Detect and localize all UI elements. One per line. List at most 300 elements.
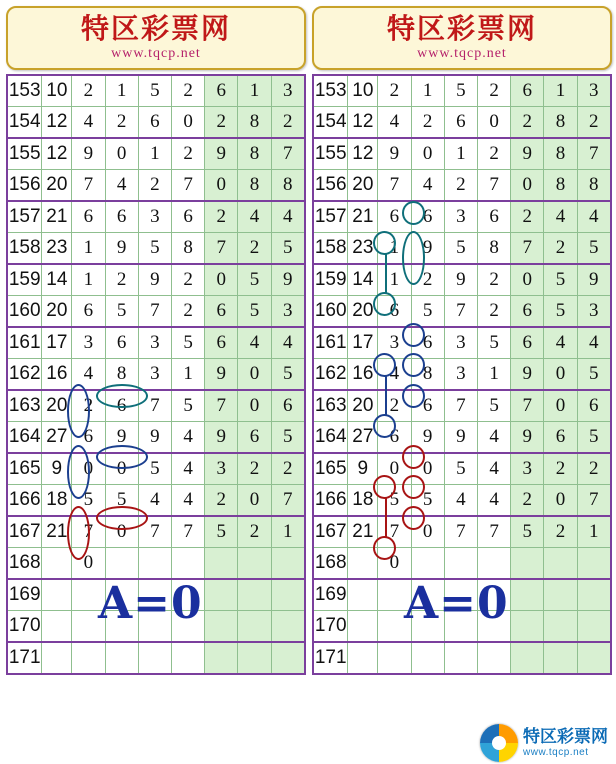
- table-row: [313, 327, 611, 359]
- table-row: [7, 264, 305, 296]
- number-cell: 9: [378, 138, 411, 170]
- number-cell: 3: [577, 75, 611, 107]
- number-cell: [577, 548, 611, 580]
- row-index: 170: [7, 611, 42, 643]
- number-cell: 6: [511, 327, 544, 359]
- number-cell: 1: [238, 75, 271, 107]
- number-cell: 1: [477, 359, 510, 391]
- number-cell: 0: [105, 138, 138, 170]
- number-cell: 0: [378, 453, 411, 485]
- number-cell: 7: [72, 170, 105, 202]
- row-sum: 16: [42, 359, 72, 391]
- table-row: [313, 485, 611, 517]
- number-cell: 2: [477, 138, 510, 170]
- number-cell: [238, 642, 271, 674]
- number-cell: 9: [511, 138, 544, 170]
- number-cell: 2: [72, 75, 105, 107]
- number-cell: 2: [171, 75, 204, 107]
- number-cell: 2: [271, 453, 305, 485]
- number-cell: 6: [171, 201, 204, 233]
- row-sum: 18: [42, 485, 72, 517]
- number-cell: 3: [138, 359, 171, 391]
- number-cell: 4: [444, 485, 477, 517]
- number-cell: 0: [72, 548, 105, 580]
- number-cell: [577, 642, 611, 674]
- row-sum: 20: [348, 296, 378, 328]
- number-cell: 0: [511, 264, 544, 296]
- number-cell: 0: [238, 359, 271, 391]
- table-row: [313, 264, 611, 296]
- number-cell: 1: [411, 75, 444, 107]
- row-sum: 12: [42, 107, 72, 139]
- number-cell: 2: [171, 138, 204, 170]
- number-cell: 1: [577, 516, 611, 548]
- number-cell: 3: [378, 327, 411, 359]
- number-cell: 7: [444, 390, 477, 422]
- number-cell: 9: [511, 359, 544, 391]
- number-cell: 2: [411, 264, 444, 296]
- number-cell: 4: [477, 422, 510, 454]
- row-index: 159: [313, 264, 348, 296]
- number-cell: 7: [378, 170, 411, 202]
- number-cell: 7: [138, 390, 171, 422]
- number-cell: 6: [205, 75, 238, 107]
- table-row: [313, 138, 611, 170]
- number-cell: [577, 579, 611, 611]
- number-cell: 2: [411, 107, 444, 139]
- number-cell: 7: [444, 516, 477, 548]
- number-cell: 6: [577, 390, 611, 422]
- number-cell: 4: [72, 359, 105, 391]
- number-cell: 1: [138, 138, 171, 170]
- row-sum: 12: [348, 107, 378, 139]
- row-sum: [348, 611, 378, 643]
- number-cell: 8: [411, 359, 444, 391]
- site-banner: [6, 6, 306, 70]
- row-sum: 12: [42, 138, 72, 170]
- number-cell: 5: [444, 75, 477, 107]
- row-sum: 21: [42, 201, 72, 233]
- number-cell: 6: [511, 296, 544, 328]
- number-cell: 7: [138, 516, 171, 548]
- row-sum: 27: [42, 422, 72, 454]
- table-row: [313, 296, 611, 328]
- row-index: 154: [313, 107, 348, 139]
- row-sum: 21: [42, 516, 72, 548]
- row-index: 154: [7, 107, 42, 139]
- number-cell: 1: [378, 264, 411, 296]
- row-index: 169: [7, 579, 42, 611]
- row-sum: 9: [348, 453, 378, 485]
- number-cell: 9: [511, 422, 544, 454]
- number-cell: 8: [105, 359, 138, 391]
- number-cell: 7: [205, 233, 238, 265]
- table-row: [313, 453, 611, 485]
- number-cell: 2: [238, 453, 271, 485]
- number-cell: [477, 548, 510, 580]
- table-row: [7, 453, 305, 485]
- row-index: 167: [313, 516, 348, 548]
- row-index: 164: [7, 422, 42, 454]
- number-cell: [411, 642, 444, 674]
- number-cell: 5: [511, 516, 544, 548]
- table-row: [313, 75, 611, 107]
- number-cell: 5: [171, 390, 204, 422]
- number-cell: 7: [271, 138, 305, 170]
- row-index: 157: [313, 201, 348, 233]
- table-row: [313, 233, 611, 265]
- number-cell: [72, 642, 105, 674]
- number-cell: 5: [238, 264, 271, 296]
- number-cell: 8: [544, 170, 577, 202]
- number-cell: [271, 642, 305, 674]
- number-cell: 7: [171, 516, 204, 548]
- number-cell: 4: [238, 327, 271, 359]
- number-cell: 2: [171, 296, 204, 328]
- row-index: 171: [313, 642, 348, 674]
- number-cell: 6: [105, 327, 138, 359]
- number-cell: 0: [105, 516, 138, 548]
- row-index: 160: [7, 296, 42, 328]
- number-cell: 5: [444, 453, 477, 485]
- number-cell: 5: [205, 516, 238, 548]
- number-cell: 5: [138, 233, 171, 265]
- number-cell: 1: [171, 359, 204, 391]
- row-index: 155: [7, 138, 42, 170]
- number-cell: 2: [205, 485, 238, 517]
- row-index: 166: [7, 485, 42, 517]
- number-cell: 4: [72, 107, 105, 139]
- table-row: [7, 516, 305, 548]
- row-index: 162: [313, 359, 348, 391]
- number-cell: 2: [138, 170, 171, 202]
- row-sum: 20: [348, 390, 378, 422]
- number-cell: 7: [577, 485, 611, 517]
- row-index: 169: [313, 579, 348, 611]
- number-cell: 4: [378, 107, 411, 139]
- row-sum: 23: [42, 233, 72, 265]
- number-cell: 5: [105, 485, 138, 517]
- number-cell: 2: [577, 453, 611, 485]
- number-cell: 5: [138, 453, 171, 485]
- number-cell: 6: [411, 390, 444, 422]
- number-cell: 2: [72, 390, 105, 422]
- number-cell: [544, 548, 577, 580]
- number-cell: 3: [205, 453, 238, 485]
- number-cell: 0: [411, 138, 444, 170]
- number-cell: 4: [171, 485, 204, 517]
- row-sum: [42, 548, 72, 580]
- number-cell: [444, 548, 477, 580]
- number-cell: 0: [477, 107, 510, 139]
- row-sum: 9: [42, 453, 72, 485]
- number-cell: [271, 548, 305, 580]
- row-sum: 14: [348, 264, 378, 296]
- left-panel: [6, 6, 306, 764]
- number-cell: [105, 548, 138, 580]
- number-cell: 8: [577, 170, 611, 202]
- row-index: 163: [7, 390, 42, 422]
- number-cell: 0: [238, 485, 271, 517]
- row-index: 161: [7, 327, 42, 359]
- row-index: 165: [313, 453, 348, 485]
- number-cell: 4: [271, 327, 305, 359]
- number-cell: 4: [544, 201, 577, 233]
- number-cell: 5: [477, 390, 510, 422]
- number-cell: 2: [544, 516, 577, 548]
- site-banner-2: [312, 6, 612, 70]
- number-cell: [138, 642, 171, 674]
- number-cell: [511, 642, 544, 674]
- row-sum: 27: [348, 422, 378, 454]
- table-row: [7, 138, 305, 170]
- number-cell: 3: [444, 359, 477, 391]
- table-row: [313, 516, 611, 548]
- number-cell: 7: [72, 516, 105, 548]
- row-sum: 21: [348, 201, 378, 233]
- number-cell: 8: [238, 170, 271, 202]
- number-cell: [138, 548, 171, 580]
- number-cell: 4: [171, 453, 204, 485]
- number-cell: 7: [577, 138, 611, 170]
- number-cell: 6: [411, 327, 444, 359]
- number-cell: 6: [444, 107, 477, 139]
- number-cell: 1: [72, 264, 105, 296]
- number-cell: 1: [72, 233, 105, 265]
- number-cell: 2: [544, 233, 577, 265]
- site-logo: [480, 724, 608, 762]
- number-cell: 5: [411, 485, 444, 517]
- number-cell: 7: [511, 390, 544, 422]
- right-panel: [312, 6, 612, 764]
- number-cell: [105, 642, 138, 674]
- number-cell: 5: [577, 359, 611, 391]
- row-sum: 21: [348, 516, 378, 548]
- number-cell: 2: [511, 201, 544, 233]
- number-cell: 3: [444, 327, 477, 359]
- table-row: [7, 485, 305, 517]
- number-cell: 4: [577, 327, 611, 359]
- row-index: 158: [313, 233, 348, 265]
- number-cell: 6: [271, 390, 305, 422]
- number-cell: 9: [138, 264, 171, 296]
- logo-sub-text: www.tqcp.net: [523, 746, 589, 758]
- row-sum: [348, 579, 378, 611]
- number-cell: 4: [138, 485, 171, 517]
- number-cell: 9: [444, 422, 477, 454]
- number-cell: 6: [105, 390, 138, 422]
- number-cell: 9: [577, 264, 611, 296]
- row-index: 168: [313, 548, 348, 580]
- number-cell: 3: [271, 296, 305, 328]
- banner-subtitle: www.tqcp.net: [111, 45, 201, 61]
- number-cell: 2: [444, 170, 477, 202]
- number-cell: 9: [138, 422, 171, 454]
- number-cell: 1: [105, 75, 138, 107]
- row-sum: 16: [348, 359, 378, 391]
- number-cell: 6: [72, 296, 105, 328]
- row-sum: 20: [42, 170, 72, 202]
- number-cell: [171, 548, 204, 580]
- row-sum: 17: [42, 327, 72, 359]
- row-index: 156: [313, 170, 348, 202]
- number-cell: 7: [444, 296, 477, 328]
- table-row: [7, 422, 305, 454]
- number-cell: 6: [72, 201, 105, 233]
- number-cell: 2: [238, 516, 271, 548]
- number-cell: 6: [238, 422, 271, 454]
- number-cell: [378, 642, 411, 674]
- number-cell: 4: [477, 453, 510, 485]
- row-sum: 18: [348, 485, 378, 517]
- number-cell: 2: [511, 485, 544, 517]
- logo-text: [523, 728, 608, 758]
- number-cell: 2: [477, 75, 510, 107]
- number-cell: 5: [544, 296, 577, 328]
- number-cell: 3: [511, 453, 544, 485]
- number-cell: 3: [138, 201, 171, 233]
- number-cell: 2: [477, 296, 510, 328]
- table-row: [7, 107, 305, 139]
- number-cell: [511, 611, 544, 643]
- number-cell: [511, 548, 544, 580]
- row-sum: [42, 579, 72, 611]
- row-sum: [42, 611, 72, 643]
- number-cell: 1: [271, 516, 305, 548]
- number-cell: 6: [205, 296, 238, 328]
- number-cell: 8: [238, 138, 271, 170]
- row-index: 162: [7, 359, 42, 391]
- number-cell: 8: [271, 170, 305, 202]
- table-row: [313, 107, 611, 139]
- row-index: 153: [7, 75, 42, 107]
- number-cell: 1: [378, 233, 411, 265]
- annotation-a-equals-zero-right: A=0: [404, 578, 509, 629]
- row-index: 168: [7, 548, 42, 580]
- row-index: 158: [7, 233, 42, 265]
- row-index: 163: [313, 390, 348, 422]
- number-cell: 8: [544, 107, 577, 139]
- number-cell: [577, 611, 611, 643]
- number-cell: 4: [378, 359, 411, 391]
- number-cell: 6: [138, 107, 171, 139]
- row-sum: 10: [348, 75, 378, 107]
- number-cell: 8: [171, 233, 204, 265]
- number-cell: 4: [171, 422, 204, 454]
- row-sum: 20: [42, 296, 72, 328]
- number-cell: [444, 642, 477, 674]
- number-cell: 7: [378, 516, 411, 548]
- table-row: [7, 170, 305, 202]
- row-sum: 23: [348, 233, 378, 265]
- number-cell: 6: [105, 201, 138, 233]
- table-row: [7, 75, 305, 107]
- number-cell: 9: [105, 422, 138, 454]
- table-row: [313, 170, 611, 202]
- number-cell: 0: [411, 516, 444, 548]
- number-cell: 0: [544, 485, 577, 517]
- number-cell: 2: [205, 107, 238, 139]
- number-cell: 0: [238, 390, 271, 422]
- number-cell: 9: [205, 422, 238, 454]
- number-cell: 7: [511, 233, 544, 265]
- row-index: 153: [313, 75, 348, 107]
- number-cell: 5: [378, 485, 411, 517]
- number-cell: [544, 642, 577, 674]
- number-cell: 6: [378, 201, 411, 233]
- number-cell: 4: [544, 327, 577, 359]
- number-cell: 7: [271, 485, 305, 517]
- number-cell: 6: [544, 422, 577, 454]
- number-cell: 5: [105, 296, 138, 328]
- number-cell: 0: [72, 453, 105, 485]
- number-cell: 5: [544, 264, 577, 296]
- number-cell: 2: [271, 107, 305, 139]
- number-cell: 6: [411, 201, 444, 233]
- number-cell: 3: [138, 327, 171, 359]
- number-cell: 2: [477, 264, 510, 296]
- number-cell: 2: [378, 75, 411, 107]
- number-cell: 5: [271, 233, 305, 265]
- row-index: 156: [7, 170, 42, 202]
- number-cell: 5: [577, 233, 611, 265]
- number-cell: 5: [444, 233, 477, 265]
- annotation-a-equals-zero-left: A=0: [98, 578, 203, 629]
- number-cell: 5: [238, 296, 271, 328]
- number-cell: [411, 548, 444, 580]
- number-cell: 9: [205, 359, 238, 391]
- table-row: [313, 642, 611, 674]
- table-row: [7, 233, 305, 265]
- number-cell: 4: [105, 170, 138, 202]
- number-cell: [271, 611, 305, 643]
- number-cell: [238, 548, 271, 580]
- row-index: 159: [7, 264, 42, 296]
- number-cell: 2: [105, 264, 138, 296]
- number-cell: 5: [577, 422, 611, 454]
- logo-main-text: 特区彩票网: [523, 727, 608, 748]
- number-cell: [238, 579, 271, 611]
- number-cell: 0: [171, 107, 204, 139]
- number-cell: 7: [205, 390, 238, 422]
- table-row: [7, 642, 305, 674]
- number-cell: 4: [411, 170, 444, 202]
- number-cell: 9: [411, 422, 444, 454]
- number-cell: 9: [271, 264, 305, 296]
- number-cell: 2: [577, 107, 611, 139]
- table-row: [7, 359, 305, 391]
- banner-subtitle-2: www.tqcp.net: [417, 45, 507, 61]
- number-cell: 9: [411, 233, 444, 265]
- row-sum: 17: [348, 327, 378, 359]
- number-cell: 5: [138, 75, 171, 107]
- row-sum: 10: [42, 75, 72, 107]
- number-cell: [205, 548, 238, 580]
- number-cell: [205, 642, 238, 674]
- logo-mark-icon: [480, 724, 518, 762]
- table-row: [313, 390, 611, 422]
- number-cell: [544, 579, 577, 611]
- number-cell: 6: [378, 422, 411, 454]
- table-row: [313, 201, 611, 233]
- number-cell: 9: [444, 264, 477, 296]
- number-cell: 0: [544, 359, 577, 391]
- number-cell: 4: [238, 201, 271, 233]
- number-cell: 8: [544, 138, 577, 170]
- row-sum: 12: [348, 138, 378, 170]
- number-cell: 2: [205, 201, 238, 233]
- number-cell: 4: [577, 201, 611, 233]
